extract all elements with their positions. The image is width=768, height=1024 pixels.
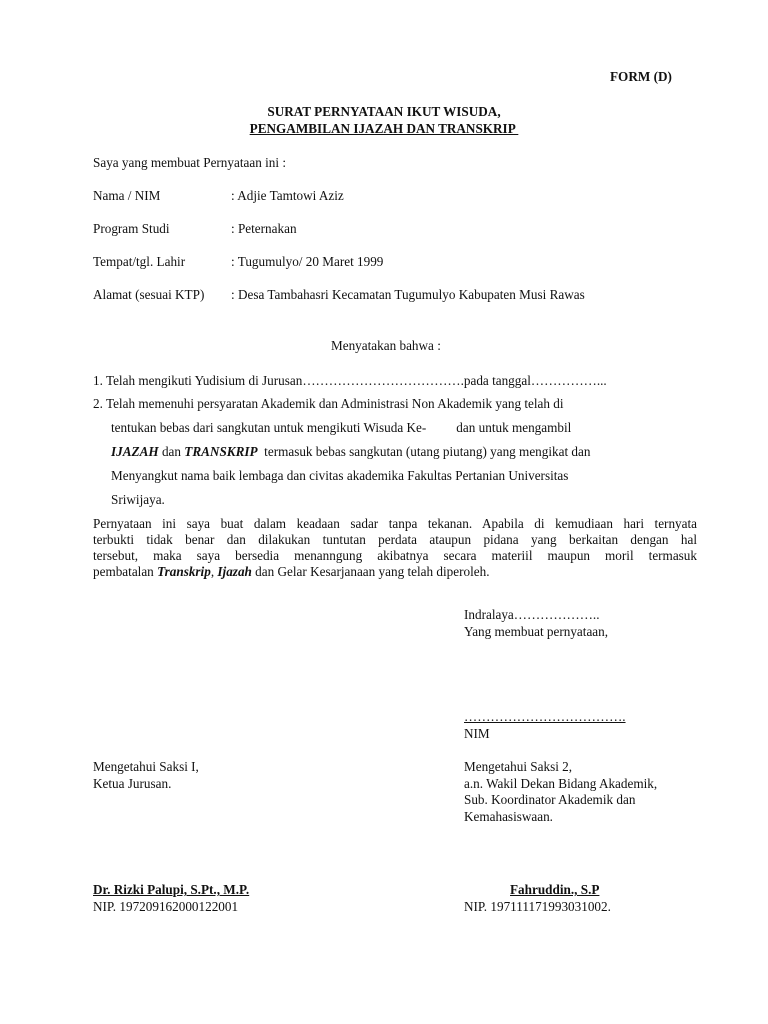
item-2-line-3-rest: termasuk bebas sangkutan (utang piutang) yang mengikat dan	[257, 444, 591, 459]
conjunction-text: dan	[158, 444, 185, 459]
item-2-line-1: 2. Telah memenuhi persyaratan Akademik dan Administrasi Non Akademik yang telah di	[93, 396, 564, 411]
maker-label: Yang membuat pernyataan,	[464, 624, 609, 639]
statement-paragraph	[93, 516, 697, 580]
statement-text: dan Gelar Kesarjanaan yang telah diperoleh.	[251, 564, 490, 579]
item-2-line-5: Sriwijaya.	[111, 492, 165, 507]
field-prodi	[93, 221, 297, 237]
signature-line: ……………………………….	[464, 709, 626, 724]
statement-line-4	[93, 564, 697, 580]
witness-2-nip: NIP. 197111171993031002.	[464, 899, 611, 914]
item-1: 1. Telah mengikuti Yudisium di Jurusan……………………………….pada tanggal……………...	[93, 373, 607, 388]
field-ttl	[93, 254, 383, 270]
witness-2-line-1: Mengetahui Saksi 2,	[464, 759, 573, 774]
ijazah-term: Ijazah	[217, 564, 252, 579]
field-value: : Peternakan	[231, 221, 297, 236]
item-2-line-2a: tentukan bebas dari sangkutan untuk mengikuti Wisuda Ke-	[111, 420, 427, 435]
witness-1-name: Dr. Rizki Palupi, S.Pt., M.P.	[93, 882, 250, 897]
transkrip-term: TRANSKRIP	[184, 444, 258, 459]
item-2-line-2b: dan untuk mengambil	[456, 420, 572, 435]
statement-line-2: terbukti tidak benar dan dilakukan tuntutan perdata ataupun pidana yang berkaitan dengan hal	[93, 532, 697, 547]
form-code: FORM (D)	[610, 69, 672, 84]
title-line-1: SURAT PERNYATAAN IKUT WISUDA,	[267, 104, 501, 119]
statement-line-3: tersebut, maka saya bersedia menanngung akibatnya secara materiil maupun moril termasuk	[93, 548, 697, 563]
place-date: Indralaya………………..	[464, 607, 600, 622]
witness-1-line-1: Mengetahui Saksi I,	[93, 759, 199, 774]
field-alamat	[93, 287, 585, 303]
field-label: Alamat (sesuai KTP)	[93, 287, 205, 302]
statement-text: ,	[210, 564, 218, 579]
witness-1-line-2: Ketua Jurusan.	[93, 776, 172, 791]
field-nama	[93, 188, 344, 204]
nim-label: NIM	[464, 726, 490, 741]
item-2-line-4: Menyangkut nama baik lembaga dan civitas akademika Fakultas Pertanian Universitas	[111, 468, 569, 483]
statement-line-1: Pernyataan ini saya buat dalam keadaan sadar tanpa tekanan. Apabila di kemudiaan hari ternyata	[93, 516, 697, 531]
witness-2-line-3: Sub. Koordinator Akademik dan	[464, 792, 636, 807]
field-label: Tempat/tgl. Lahir	[93, 254, 186, 269]
witness-1-nip: NIP. 197209162000122001	[93, 899, 239, 914]
statement-text: pembatalan	[93, 564, 158, 579]
field-label: Program Studi	[93, 221, 170, 236]
field-value: : Tugumulyo/ 20 Maret 1999	[231, 254, 384, 269]
intro-text: Saya yang membuat Pernyataan ini :	[93, 155, 286, 170]
transkrip-term: Transkrip	[157, 564, 211, 579]
field-value: : Adjie Tamtowi Aziz	[231, 188, 344, 203]
title-line-2: PENGAMBILAN IJAZAH DAN TRANSKRIP	[249, 121, 519, 136]
field-value: : Desa Tambahasri Kecamatan Tugumulyo Kabupaten Musi Rawas	[231, 287, 585, 302]
declare-heading: Menyatakan bahwa :	[331, 338, 441, 353]
ijazah-term: IJAZAH	[111, 444, 159, 459]
witness-2-line-4: Kemahasiswaan.	[464, 809, 553, 824]
item-2-line-3	[111, 444, 590, 460]
field-label: Nama / NIM	[93, 188, 161, 203]
item-2-line-2	[111, 420, 571, 436]
witness-2-name: Fahruddin., S.P	[510, 882, 600, 897]
witness-2-line-2: a.n. Wakil Dekan Bidang Akademik,	[464, 776, 658, 791]
